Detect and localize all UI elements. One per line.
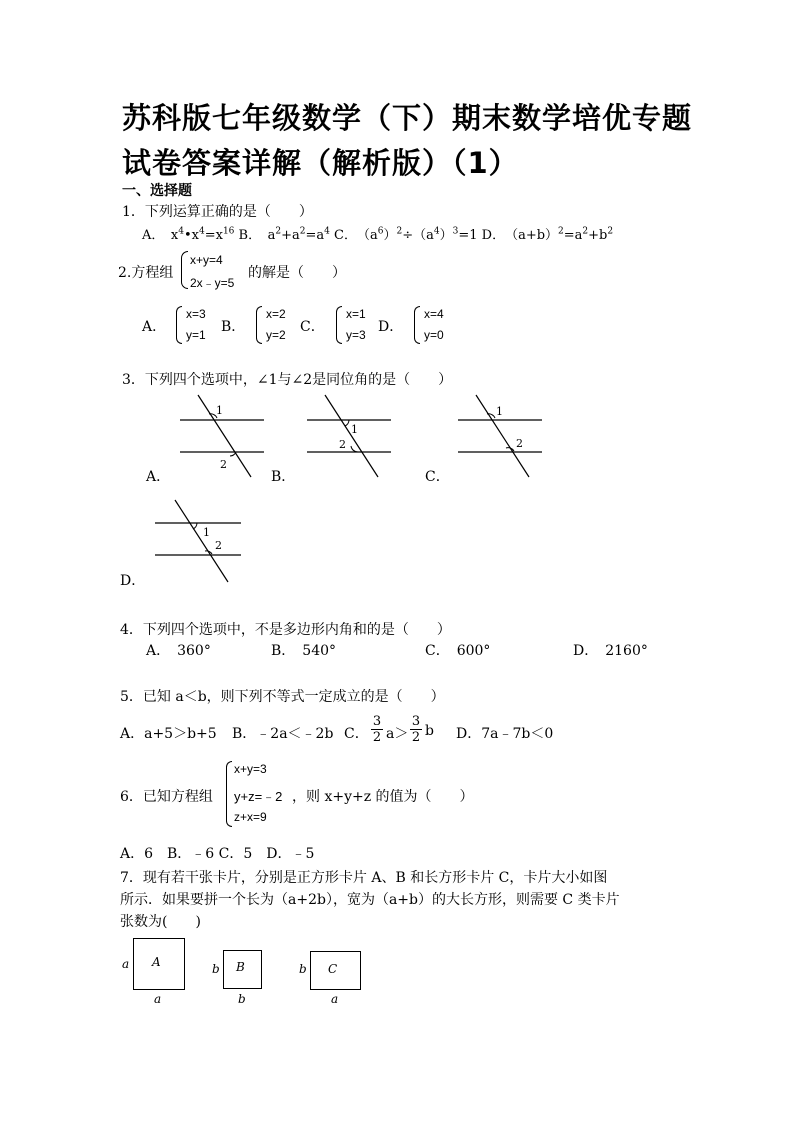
q2-tail: 的解是（ ） — [248, 265, 346, 281]
q5-option-b: B．﹣2a＜﹣2b — [232, 726, 334, 742]
q3-option-d-label: D． — [120, 573, 146, 589]
card-b-side-left: b — [212, 962, 220, 976]
q3-figure-b — [303, 393, 395, 483]
card-a-side-left: a — [122, 957, 130, 971]
angle-arc — [345, 420, 349, 426]
q6-options: A．6 B．﹣6 C．5 D．﹣5 — [120, 846, 315, 862]
q2-option-c-y: y=3 — [346, 328, 366, 342]
q6-stem: 6．已知方程组 — [120, 789, 213, 805]
q1-option-b: B． $a^2+a^2=a^4$ — [238, 226, 330, 243]
angle-arc — [506, 448, 514, 451]
angle-arc — [351, 446, 358, 452]
q2-option-a-brace — [176, 306, 182, 344]
q2-option-c-x: x=1 — [346, 307, 366, 321]
q6-tail: ，则 x+y+z 的值为（ ） — [292, 789, 474, 805]
q3-figure-c — [454, 393, 546, 483]
q3-option-b-label: B． — [271, 469, 296, 485]
q5-stem: 5．已知 a＜b，则下列不等式一定成立的是（ ） — [120, 689, 445, 705]
q5-fraction-2 — [410, 714, 422, 745]
page-title-line2: 试卷答案详解（解析版）（1） — [122, 146, 519, 180]
q7-line3: 张数为( ) — [120, 914, 201, 930]
angle-2-label: 2 — [220, 458, 227, 471]
q2-option-a-label: A． — [142, 319, 167, 335]
q4-stem: 4．下列四个选项中，不是多边形内角和的是（ ） — [120, 622, 451, 638]
q2-option-d-brace — [414, 306, 420, 344]
fraction-numerator: 3 — [411, 714, 421, 729]
card-b-label: B — [236, 960, 245, 974]
page-title-line1: 苏科版七年级数学（下）期末数学培优专题 — [122, 101, 693, 135]
q2-option-d-label: D． — [378, 319, 404, 335]
q6-eq2: y+z=﹣2 — [234, 789, 283, 804]
q2-eq1: x+y=4 — [190, 253, 223, 267]
fraction-denominator: 2 — [372, 730, 382, 745]
card-c-side-bottom: a — [331, 992, 339, 1006]
card-b-side-bottom: b — [238, 992, 246, 1006]
q4-option-a: A． 360° — [146, 643, 211, 659]
q5-option-d: D．7a﹣7b＜0 — [456, 726, 554, 742]
section-heading: 一、选择题 — [122, 183, 192, 199]
q4-option-d: D． 2160° — [573, 643, 648, 659]
q5-option-c-label: C． — [344, 726, 369, 742]
card-a-side-bottom: a — [154, 992, 162, 1006]
angle-1-label: 1 — [203, 526, 210, 539]
q2-option-b-y: y=2 — [266, 328, 286, 342]
q2-option-c-label: C． — [300, 319, 325, 335]
q2-option-d-y: y=0 — [424, 328, 444, 342]
q5-c-b: b — [425, 723, 434, 739]
q2-option-b-label: B． — [221, 319, 246, 335]
q2-option-d-x: x=4 — [424, 307, 444, 321]
q2-option-c-brace — [336, 306, 342, 344]
angle-2-label: 2 — [339, 438, 346, 451]
card-a-label: A — [152, 955, 161, 969]
q5-fraction-1 — [371, 714, 383, 745]
angle-1-label: 1 — [496, 405, 503, 418]
q1-option-a: A． $x^4•x^4=x^{16}$ — [142, 226, 235, 243]
q7-line2: 所示．如果要拼一个长为（a+2b），宽为（a+b）的大长方形，则需要 C 类卡片 — [120, 892, 620, 908]
card-c-side-left: b — [299, 962, 307, 976]
q4-option-b: B． 540° — [271, 643, 337, 659]
angle-1-label: 1 — [351, 423, 358, 436]
q6-system-brace — [226, 761, 232, 827]
q2-option-b-x: x=2 — [266, 307, 286, 321]
q1-stem: 1．下列运算正确的是（ ） — [122, 204, 313, 220]
transversal-line — [325, 395, 378, 477]
q3-stem: 3．下列四个选项中，∠1与∠2是同位角的是（ ） — [122, 372, 453, 388]
q5-c-a: a＞ — [386, 726, 409, 742]
q7-line1: 7．现有若干张卡片，分别是正方形卡片 A、B 和长方形卡片 C，卡片大小如图 — [120, 870, 608, 886]
card-c-label: C — [328, 962, 338, 976]
q2-option-a-y: y=1 — [186, 328, 206, 342]
q3-figure-a — [176, 393, 268, 483]
q6-eq3: z+x=9 — [234, 810, 267, 824]
q3-figure-d — [153, 498, 245, 588]
q1-option-d: D． $(a+b)^2=a^2+b^2$ — [481, 226, 614, 243]
q2-system-brace — [181, 251, 188, 289]
q2-option-b-brace — [256, 306, 262, 344]
q3-option-a-label: A． — [146, 469, 171, 485]
fraction-denominator: 2 — [411, 730, 421, 745]
fraction-numerator: 3 — [372, 714, 382, 729]
q5-option-a: A．a+5＞b+5 — [120, 726, 217, 742]
q1-options — [142, 224, 613, 243]
q2-number: 2.方程组 — [118, 265, 174, 281]
q2-eq2: 2x﹣y=5 — [190, 276, 235, 290]
q1-option-c: C． $(a^6)^2\div(a^4)^3=1$ — [334, 226, 478, 243]
angle-2-label: 2 — [516, 437, 523, 450]
angle-2-label: 2 — [215, 539, 222, 552]
q3-option-c-label: C． — [425, 469, 450, 485]
q2-option-a-x: x=3 — [186, 307, 206, 321]
angle-1-label: 1 — [216, 404, 223, 417]
q6-eq1: x+y=3 — [234, 762, 267, 776]
q4-option-c: C． 600° — [425, 643, 491, 659]
